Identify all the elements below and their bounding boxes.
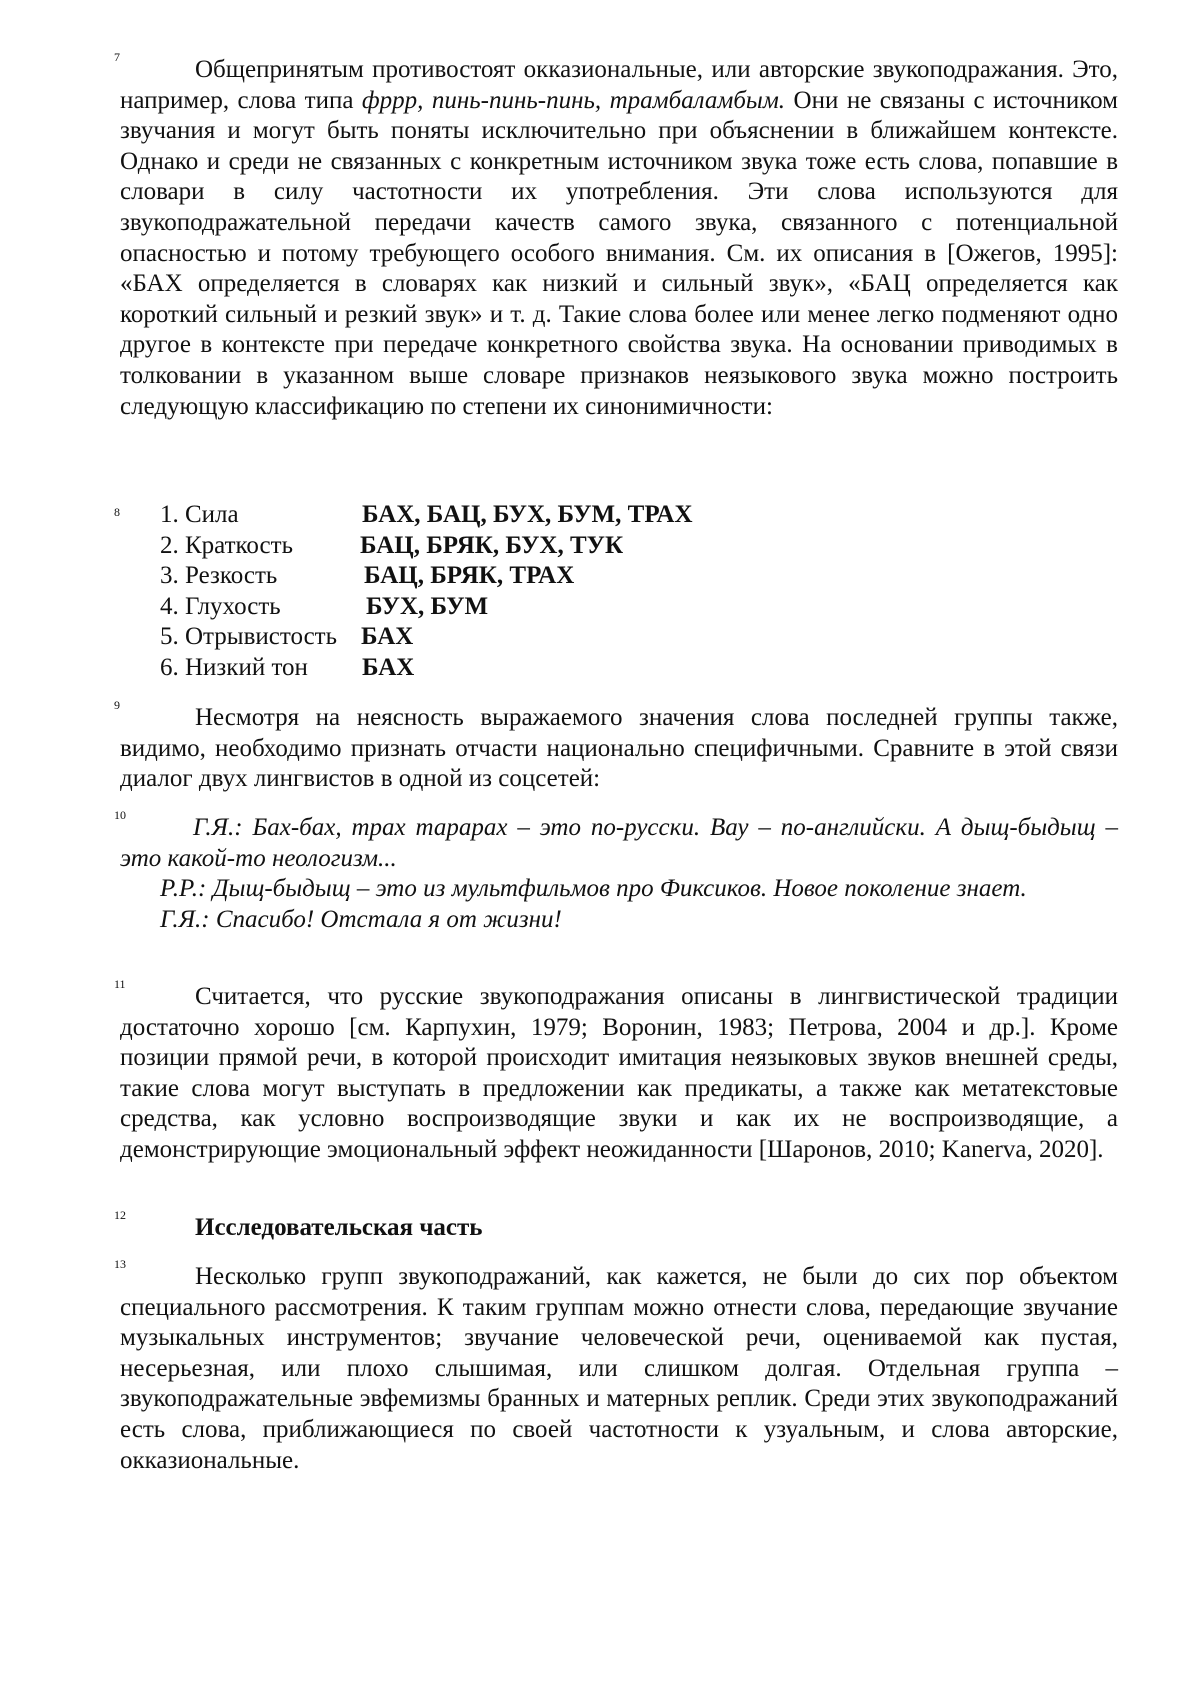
list-item-value: БУХ, БУМ [366, 592, 488, 623]
paragraph-10-dialog [120, 813, 1118, 935]
paragraph-number: 7 [114, 51, 120, 63]
list-item [120, 561, 1118, 592]
paragraph-number: 8 [114, 506, 120, 518]
paragraph-text [120, 55, 1118, 422]
dialog-line: Г.Я.: Бах-бах, трах тарарах – это по-русски. Вау – по-английски. А дыщ-быдыщ – это какой-то неологизм... [120, 813, 1118, 874]
text-segment: Общепринятым противостоят окказиональные, или авторские звукоподражания. Это, например, слова типа [120, 56, 1118, 114]
list-item-label: 1. Сила [160, 500, 239, 531]
paragraph-number: 10 [114, 809, 126, 821]
list-item-value: БАХ [362, 653, 414, 684]
list-item-label: 5. Отрывистость [160, 622, 337, 653]
paragraph-number: 13 [114, 1258, 126, 1270]
list-item [120, 531, 1118, 562]
paragraph-9 [120, 703, 1118, 795]
synonym-classification-list [120, 500, 1118, 684]
list-item-label: 3. Резкость [160, 561, 277, 592]
list-item-label: 2. Краткость [160, 531, 293, 562]
paragraph-text: Несмотря на неясность выражаемого значения слова последней группы также, видимо, необходимо признать отчасти национально специфичными. Сравните в этой связи диалог двух лингвистов в одной из соцсетей: [120, 703, 1118, 795]
paragraph-text: Считается, что русские звукоподражания описаны в лингвистической традиции достаточно хорошо [см. Карпухин, 1979; Воронин, 1983; Петрова, 2004 и др.]. Кроме позиции прямой речи, в которой происходит имитация неязыковых звуков внешней среды, такие слова могут выступать в предложении как предикаты, а также как метатекстовые средства, как условно воспроизводящие звуки и как их не воспроизводящие, а демонстрирующие эмоциональный эффект неожиданности [Шаронов, 2010; Kanerva, 2020]. [120, 982, 1118, 1166]
paragraph-number: 9 [114, 699, 120, 711]
paragraph-13 [120, 1262, 1118, 1476]
paragraph-number: 12 [114, 1209, 126, 1221]
list-item-value: БАХ [361, 622, 413, 653]
list-item-label: 4. Глухость [160, 592, 281, 623]
paragraph-text: Несколько групп звукоподражаний, как кажется, не были до сих пор объектом специального рассмотрения. К таким группам можно отнести слова, передающие звучание музыкальных инструментов; звучание человеческой речи, оцениваемой как пустая, несерьезная, или плохо слышимая, или слишком долгая. Отдельная группа – звукоподражательные эвфемизмы бранных и матерных реплик. Среди этих звукоподражаний есть слова, приближающиеся по своей частотности к узуальным, и слова авторские, окказиональные. [120, 1262, 1118, 1476]
list-item-value: БАХ, БАЦ, БУХ, БУМ, ТРАХ [362, 500, 693, 531]
paragraph-7 [120, 55, 1118, 422]
section-heading: Исследовательская часть [120, 1213, 1118, 1244]
paragraph-number: 11 [114, 978, 126, 990]
dialog-line: Г.Я.: Спасибо! Отстала я от жизни! [120, 905, 1118, 936]
paragraph-11 [120, 982, 1118, 1166]
dialog-line: Р.Р.: Дыщ-быдыщ – это из мультфильмов про Фиксиков. Новое поколение знает. [120, 874, 1118, 905]
paragraph-12 [120, 1213, 1118, 1244]
list-item [120, 622, 1118, 653]
list-item-value: БАЦ, БРЯК, ТРАХ [364, 561, 574, 592]
list-item [120, 592, 1118, 623]
list-item [120, 500, 1118, 531]
text-segment: Они не связаны с источником звучания и могут быть поняты исключительно при объяснении в ближайшем контексте. Однако и среди не связанных с конкретным источником звука тоже есть слова, попавшие в словари в силу частотности их употребления. Эти слова используются для звукоподражательной передачи качеств самого звука, связанного с потенциальной опасностью и потому требующего особого внимания. См. их описания в [Ожегов, 1995]: «БАХ определяется в словарях как низкий и сильный звук», «БАЦ определяется как короткий сильный и резкий звук» и т. д. Такие слова более или менее легко подменяют одно другое в контексте при передаче конкретного свойства звука. На основании приводимых в толковании в указанном выше словаре признаков неязыкового звука можно построить следующую классификацию по степени их синонимичности: [120, 87, 1118, 420]
list-item [120, 653, 1118, 684]
list-item-value: БАЦ, БРЯК, БУХ, ТУК [360, 531, 623, 562]
list-item-label: 6. Низкий тон [160, 653, 308, 684]
italic-examples: фррр, пинь-пинь-пинь, трамбаламбым. [362, 87, 785, 114]
